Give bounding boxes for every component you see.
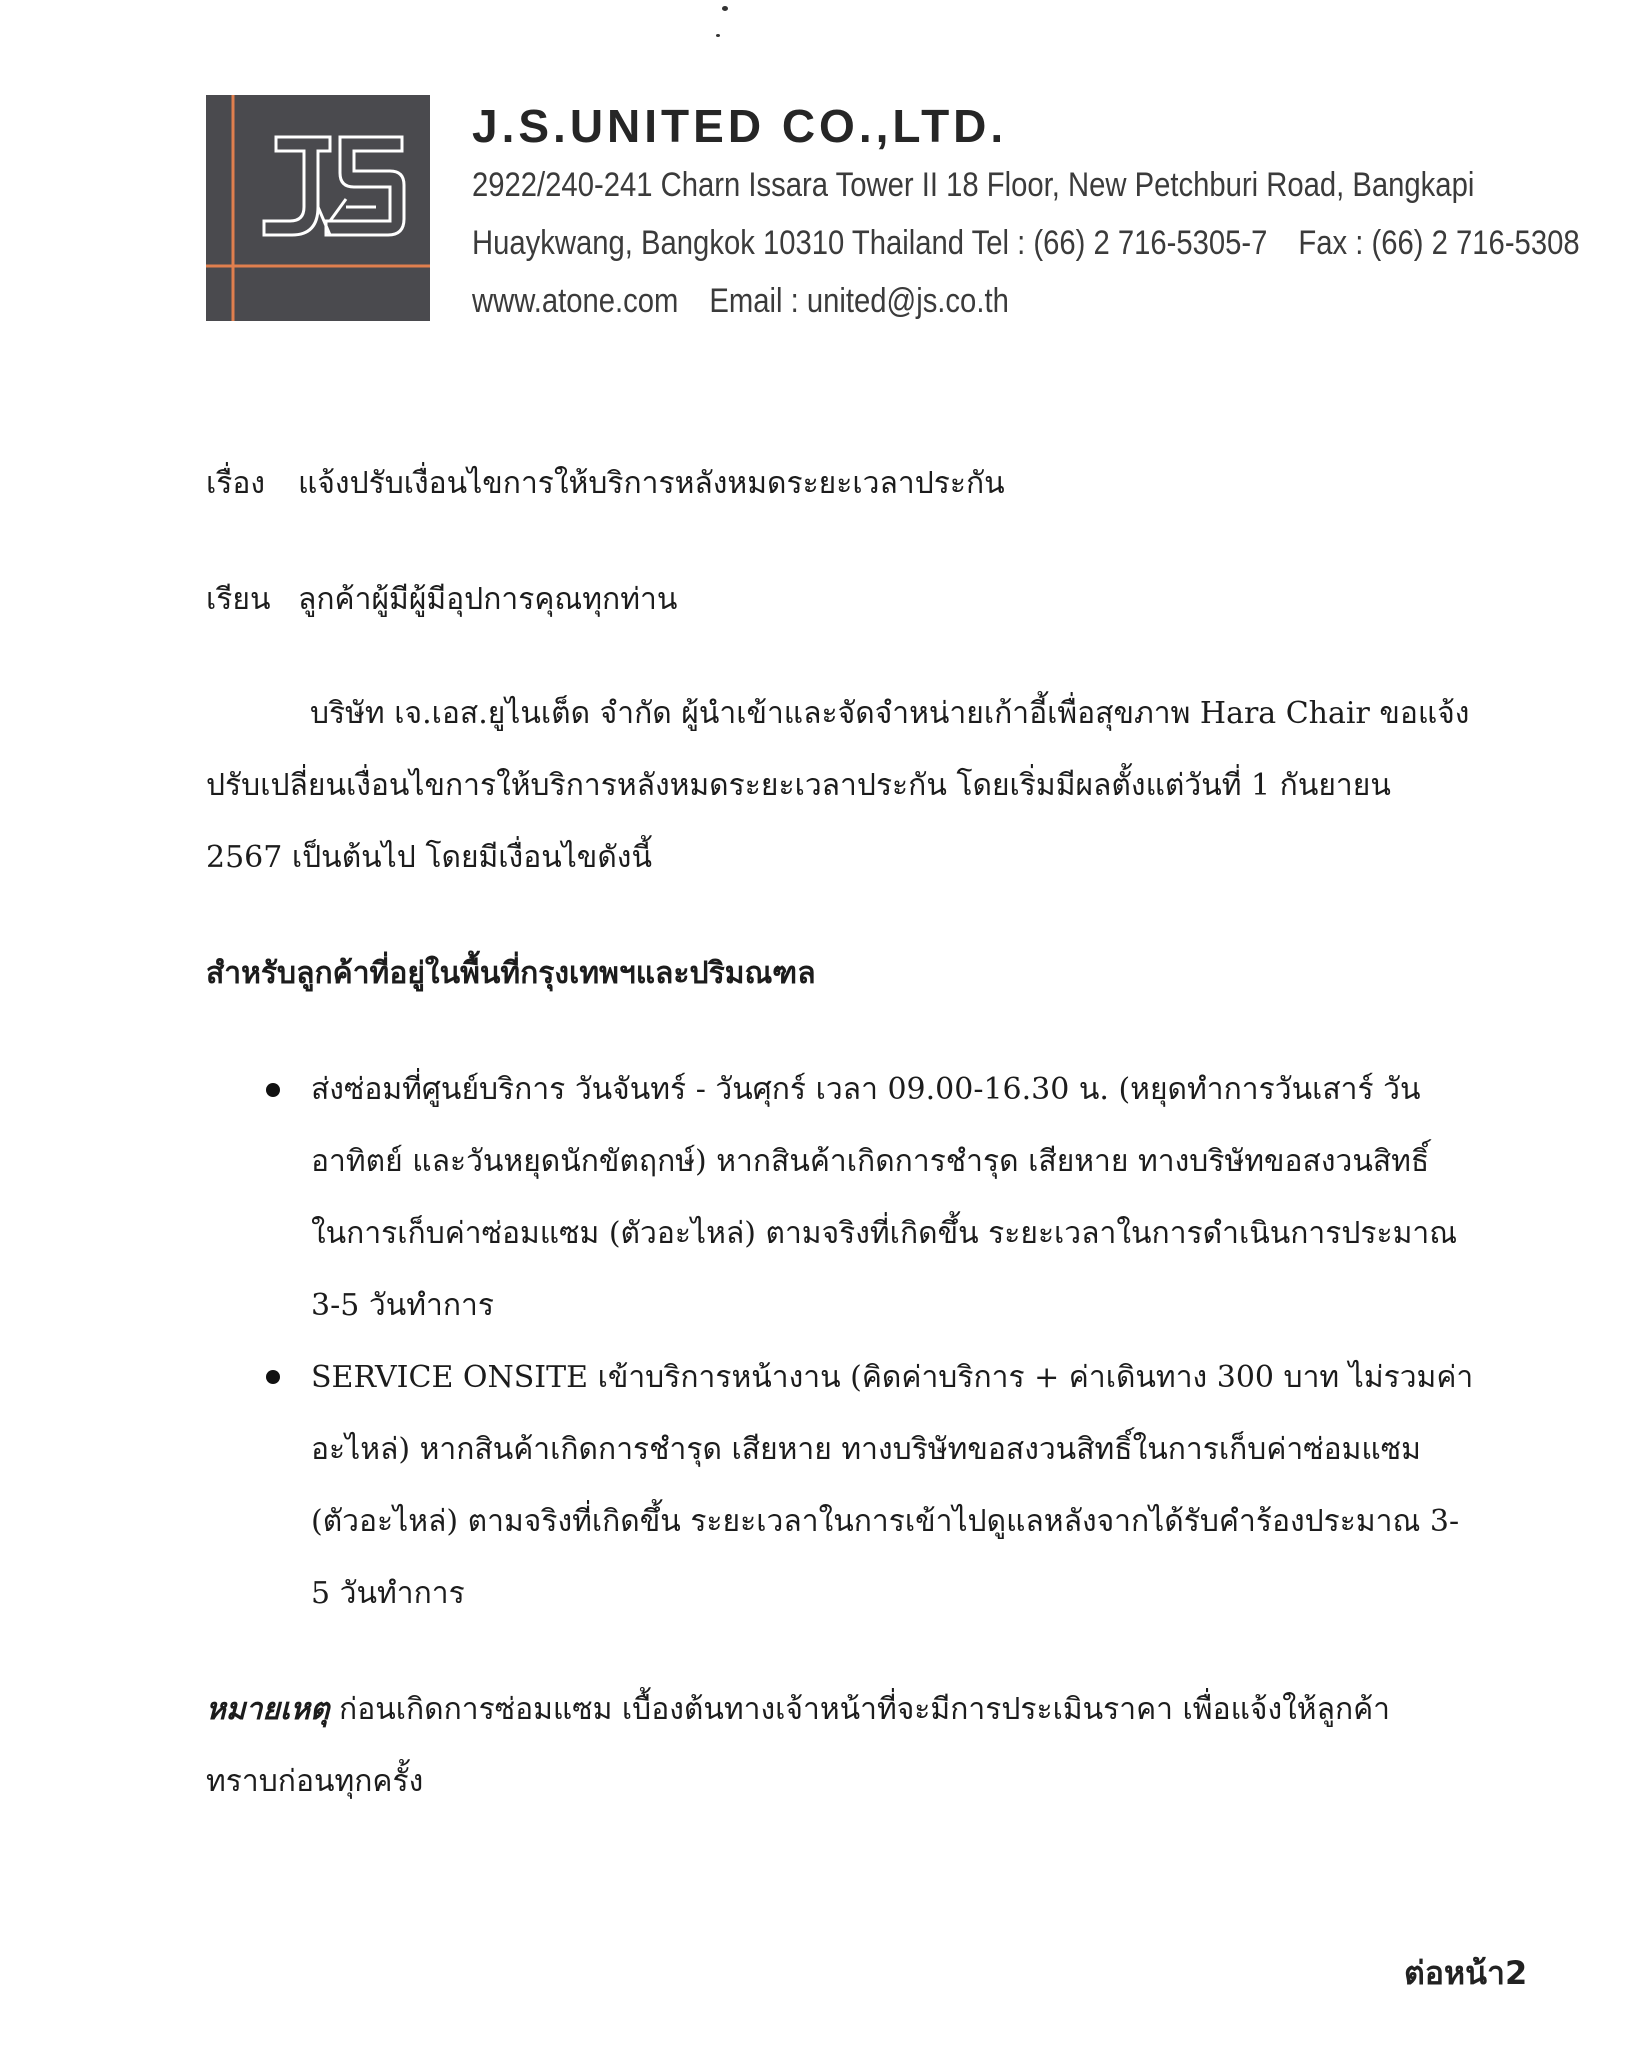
recipient-text: ลูกค้าผู้มีผู้มีอุปการคุณทุกท่าน [298, 582, 678, 617]
subject-line [206, 462, 1005, 506]
bullet-line: 3-5 วันทำการ [311, 1288, 494, 1323]
bullet-line: 5 วันทำการ [311, 1576, 465, 1611]
note-paragraph [206, 1674, 1586, 1818]
company-name: J.S.UNITED CO.,LTD. [472, 100, 1008, 152]
continue-page-label: ต่อหน้า2 [1404, 1954, 1528, 1992]
intro-line: ปรับเปลี่ยนเงื่อนไขการให้บริการหลังหมดระยะเวลาประกัน โดยเริ่มมีผลตั้งแต่วันที่ 1 กันยายน [206, 768, 1391, 803]
bullet-dot [266, 1370, 280, 1384]
company-address-line1: 2922/240-241 Charn Issara Tower II 18 Floor, New Petchburi Road, Bangkapi [472, 166, 1475, 204]
note-label: หมายเหตุ [206, 1692, 330, 1727]
company-website: www.atone.com [472, 282, 679, 320]
intro-line: บริษัท เจ.เอส.ยูไนเต็ด จำกัด ผู้นำเข้าและจัดจำหน่ายเก้าอี้เพื่อสุขภาพ Hara Chair ขอแจ้ง [310, 696, 1470, 731]
company-details [472, 96, 1592, 330]
bullet-line: ส่งซ่อมที่ศูนย์บริการ วันจันทร์ - วันศุกร์ เวลา 09.00-16.30 น. (หยุดทำการวันเสาร์ วัน [311, 1072, 1421, 1107]
section-heading: สำหรับลูกค้าที่อยู่ในพื้นที่กรุงเทพฯและปริมณฑล [206, 956, 816, 991]
bullet-line: ในการเก็บค่าซ่อมแซม (ตัวอะไหล่) ตามจริงที่เกิดขึ้น ระยะเวลาในการดำเนินการประมาณ [311, 1216, 1458, 1251]
intro-paragraph [206, 678, 1586, 894]
company-contact-line [472, 272, 1435, 330]
bullet-line: อาทิตย์ และวันหยุดนักขัตฤกษ์) หากสินค้าเกิดการชำรุด เสียหาย ทางบริษัทขอสงวนสิทธิ์ [311, 1144, 1430, 1179]
bullet-dot [266, 1083, 280, 1097]
bullet-line: SERVICE ONSITE เข้าบริการหน้างาน (คิดค่าบริการ + ค่าเดินทาง 300 บาท ไม่รวมค่า [311, 1360, 1474, 1395]
note-text: ก่อนเกิดการซ่อมแซม เบื้องต้นทางเจ้าหน้าที่จะมีการประเมินราคา เพื่อแจ้งให้ลูกค้า [339, 1692, 1391, 1727]
recipient-label: เรียน [206, 582, 271, 617]
bullet-line: อะไหล่) หากสินค้าเกิดการชำรุด เสียหาย ทางบริษัทขอสงวนสิทธิ์ในการเก็บค่าซ่อมแซม [311, 1432, 1421, 1467]
scan-speck [722, 6, 728, 11]
company-fax: Fax : (66) 2 716-5308 [1298, 224, 1580, 262]
bullet-item-2 [311, 1342, 1601, 1630]
note-line: ทราบก่อนทุกครั้ง [206, 1764, 424, 1799]
company-logo [206, 95, 430, 321]
js-logo-icon [206, 95, 430, 321]
intro-line: 2567 เป็นต้นไป โดยมีเงื่อนไขดังนี้ [206, 840, 652, 875]
bullet-line: (ตัวอะไหล่) ตามจริงที่เกิดขึ้น ระยะเวลาในการเข้าไปดูแลหลังจากได้รับคำร้องประมาณ 3- [311, 1504, 1460, 1539]
company-email: Email : united@js.co.th [709, 282, 1009, 320]
scan-speck [716, 34, 720, 37]
company-address-line2 [472, 214, 1580, 272]
bullet-item-1 [311, 1054, 1601, 1342]
recipient-line [206, 578, 677, 622]
note-line [206, 1674, 1586, 1746]
subject-text: แจ้งปรับเงื่อนไขการให้บริการหลังหมดระยะเวลาประกัน [298, 466, 1005, 501]
company-address-tel: Huaykwang, Bangkok 10310 Thailand Tel : (66) 2 716-5305-7 [472, 224, 1268, 262]
subject-label: เรื่อง [206, 466, 266, 501]
